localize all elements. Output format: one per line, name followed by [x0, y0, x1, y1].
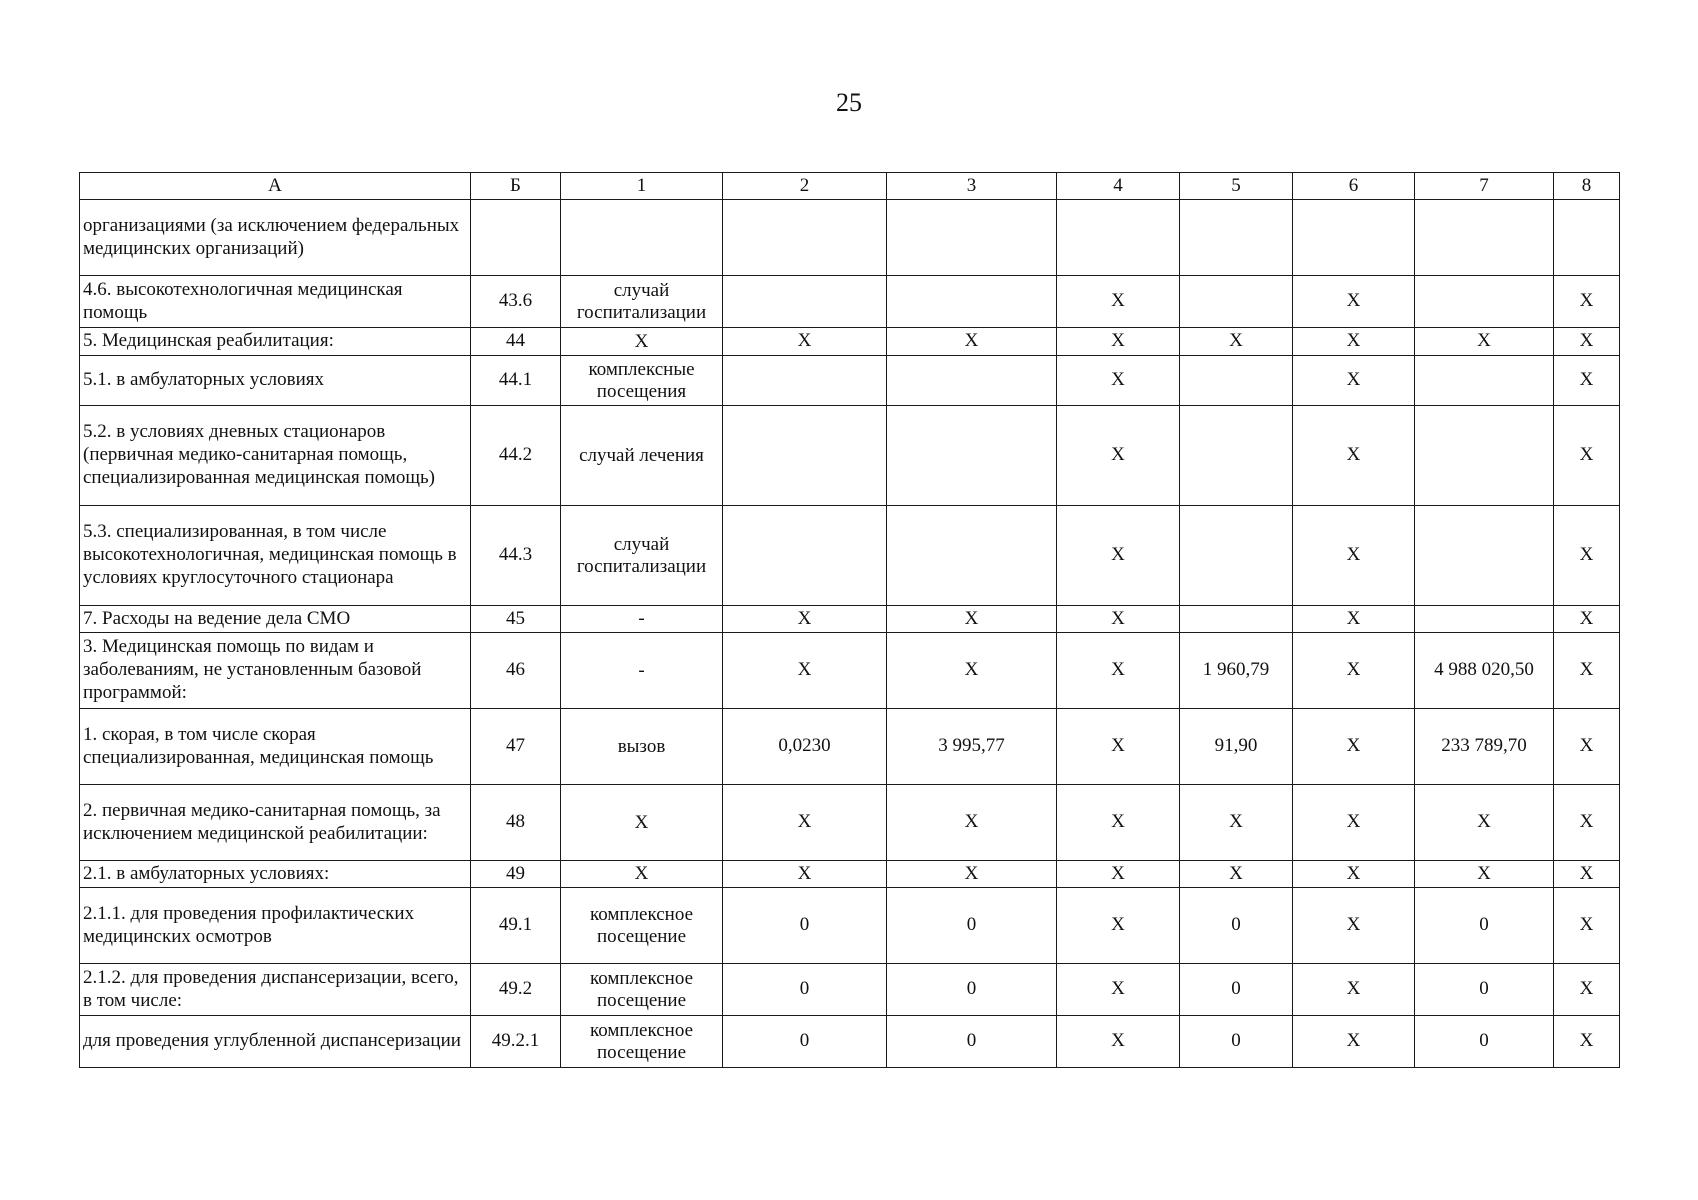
cell-col-8: X — [1554, 356, 1620, 406]
cell-col-8: X — [1554, 709, 1620, 785]
cell-col-5 — [1180, 506, 1293, 606]
table-row — [80, 606, 1620, 633]
cell-col-3 — [887, 406, 1057, 506]
cell-col-2: 0 — [723, 964, 887, 1016]
cell-col-5: 0 — [1180, 1016, 1293, 1068]
cell-col-8: X — [1554, 964, 1620, 1016]
cell-col-6: X — [1293, 406, 1415, 506]
cell-name: 2. первичная медико-санитарная помощь, за исключением медицинской реабилитации: — [80, 785, 471, 861]
cell-col-6: X — [1293, 633, 1415, 709]
cell-col-2: 0,0230 — [723, 709, 887, 785]
table-row — [80, 633, 1620, 709]
table-row — [80, 888, 1620, 964]
header-cell-1: 1 — [561, 173, 723, 200]
cell-col-5: 0 — [1180, 888, 1293, 964]
cell-col-6: X — [1293, 356, 1415, 406]
table-row — [80, 328, 1620, 356]
cell-col-3: 3 995,77 — [887, 709, 1057, 785]
cell-col-8: X — [1554, 406, 1620, 506]
cell-col-8: X — [1554, 888, 1620, 964]
cell-col-6: X — [1293, 785, 1415, 861]
table-row — [80, 406, 1620, 506]
cell-code: 44.3 — [471, 506, 561, 606]
cell-name: 2.1.1. для проведения профилактических медицинских осмотров — [80, 888, 471, 964]
cell-unit: комплексные посещения — [561, 356, 723, 406]
cell-name: для проведения углубленной диспансеризации — [80, 1016, 471, 1068]
cell-code: 49.1 — [471, 888, 561, 964]
cell-col-4: X — [1057, 1016, 1180, 1068]
cell-unit: случай госпитализации — [561, 506, 723, 606]
cell-col-3 — [887, 200, 1057, 276]
cell-unit: - — [561, 633, 723, 709]
cell-col-7 — [1415, 200, 1554, 276]
cell-col-5: 1 960,79 — [1180, 633, 1293, 709]
header-cell-5: 5 — [1180, 173, 1293, 200]
cell-unit: X — [561, 328, 723, 356]
cell-col-2 — [723, 276, 887, 328]
table-row — [80, 964, 1620, 1016]
cell-unit: - — [561, 606, 723, 633]
cell-col-6: X — [1293, 888, 1415, 964]
cell-col-4: X — [1057, 633, 1180, 709]
cell-col-8 — [1554, 200, 1620, 276]
cell-name: 7. Расходы на ведение дела СМО — [80, 606, 471, 633]
cell-code: 49.2.1 — [471, 1016, 561, 1068]
cell-unit: комплексное посещение — [561, 888, 723, 964]
cell-name: 2.1.2. для проведения диспансеризации, всего, в том числе: — [80, 964, 471, 1016]
cell-col-5 — [1180, 276, 1293, 328]
header-cell-8: 8 — [1554, 173, 1620, 200]
data-table — [79, 172, 1620, 1068]
cell-col-3: X — [887, 633, 1057, 709]
cell-col-7: 4 988 020,50 — [1415, 633, 1554, 709]
cell-col-8: X — [1554, 633, 1620, 709]
header-cell-b: Б — [471, 173, 561, 200]
cell-unit: случай госпитализации — [561, 276, 723, 328]
cell-col-8: X — [1554, 1016, 1620, 1068]
cell-col-2 — [723, 200, 887, 276]
cell-col-2: X — [723, 633, 887, 709]
cell-name: 4.6. высокотехнологичная медицинская помощь — [80, 276, 471, 328]
cell-code: 44.1 — [471, 356, 561, 406]
cell-col-4: X — [1057, 356, 1180, 406]
table-row — [80, 709, 1620, 785]
header-cell-4: 4 — [1057, 173, 1180, 200]
cell-col-8: X — [1554, 506, 1620, 606]
cell-col-5 — [1180, 406, 1293, 506]
cell-col-4: X — [1057, 506, 1180, 606]
cell-col-7: 0 — [1415, 1016, 1554, 1068]
cell-col-7: 0 — [1415, 888, 1554, 964]
cell-col-5: X — [1180, 328, 1293, 356]
cell-col-3: 0 — [887, 888, 1057, 964]
cell-col-4 — [1057, 200, 1180, 276]
table-row — [80, 1016, 1620, 1068]
cell-col-3: X — [887, 328, 1057, 356]
cell-col-2: X — [723, 606, 887, 633]
cell-name: 1. скорая, в том числе скорая специализированная, медицинская помощь — [80, 709, 471, 785]
cell-col-4: X — [1057, 276, 1180, 328]
cell-col-7: X — [1415, 861, 1554, 888]
header-cell-2: 2 — [723, 173, 887, 200]
cell-col-3: 0 — [887, 1016, 1057, 1068]
cell-col-7: X — [1415, 328, 1554, 356]
cell-col-4: X — [1057, 606, 1180, 633]
header-cell-6: 6 — [1293, 173, 1415, 200]
cell-col-7 — [1415, 606, 1554, 633]
cell-col-3: X — [887, 606, 1057, 633]
cell-col-6: X — [1293, 328, 1415, 356]
cell-name: 2.1. в амбулаторных условиях: — [80, 861, 471, 888]
cell-code: 49 — [471, 861, 561, 888]
cell-code — [471, 200, 561, 276]
cell-col-5: 0 — [1180, 964, 1293, 1016]
cell-unit: случай лечения — [561, 406, 723, 506]
cell-unit: вызов — [561, 709, 723, 785]
cell-col-4: X — [1057, 328, 1180, 356]
cell-name: организациями (за исключением федеральных медицинских организаций) — [80, 200, 471, 276]
cell-col-6: X — [1293, 709, 1415, 785]
cell-col-7: 233 789,70 — [1415, 709, 1554, 785]
table-row — [80, 356, 1620, 406]
cell-unit: X — [561, 785, 723, 861]
cell-col-7 — [1415, 276, 1554, 328]
cell-col-6: X — [1293, 606, 1415, 633]
cell-unit: комплексное посещение — [561, 1016, 723, 1068]
cell-col-7 — [1415, 506, 1554, 606]
cell-col-5 — [1180, 606, 1293, 633]
cell-col-6: X — [1293, 276, 1415, 328]
header-cell-3: 3 — [887, 173, 1057, 200]
cell-col-6: X — [1293, 1016, 1415, 1068]
cell-code: 48 — [471, 785, 561, 861]
cell-col-4: X — [1057, 964, 1180, 1016]
cell-col-8: X — [1554, 861, 1620, 888]
cell-col-5 — [1180, 200, 1293, 276]
cell-col-5: 91,90 — [1180, 709, 1293, 785]
header-row — [80, 173, 1620, 200]
cell-name: 5.1. в амбулаторных условиях — [80, 356, 471, 406]
cell-code: 44 — [471, 328, 561, 356]
cell-col-6: X — [1293, 506, 1415, 606]
header-cell-7: 7 — [1415, 173, 1554, 200]
cell-col-2: 0 — [723, 1016, 887, 1068]
table-row — [80, 276, 1620, 328]
cell-col-7: X — [1415, 785, 1554, 861]
cell-col-8: X — [1554, 276, 1620, 328]
cell-col-5: X — [1180, 785, 1293, 861]
cell-col-3 — [887, 356, 1057, 406]
cell-code: 45 — [471, 606, 561, 633]
cell-name: 5. Медицинская реабилитация: — [80, 328, 471, 356]
cell-col-8: X — [1554, 785, 1620, 861]
page-number: 25 — [836, 88, 862, 117]
cell-col-3 — [887, 506, 1057, 606]
cell-code: 43.6 — [471, 276, 561, 328]
cell-col-5: X — [1180, 861, 1293, 888]
cell-col-2: 0 — [723, 888, 887, 964]
cell-code: 49.2 — [471, 964, 561, 1016]
cell-col-5 — [1180, 356, 1293, 406]
cell-name: 3. Медицинская помощь по видам и заболеваниям, не установленным базовой программой: — [80, 633, 471, 709]
cell-col-8: X — [1554, 606, 1620, 633]
cell-col-6: X — [1293, 964, 1415, 1016]
cell-unit: комплексное посещение — [561, 964, 723, 1016]
cell-col-4: X — [1057, 785, 1180, 861]
cell-col-3: 0 — [887, 964, 1057, 1016]
cell-unit — [561, 200, 723, 276]
cell-code: 44.2 — [471, 406, 561, 506]
cell-col-6: X — [1293, 861, 1415, 888]
cell-code: 47 — [471, 709, 561, 785]
cell-col-2 — [723, 406, 887, 506]
cell-col-4: X — [1057, 709, 1180, 785]
cell-col-3: X — [887, 785, 1057, 861]
cell-col-3 — [887, 276, 1057, 328]
cell-col-2 — [723, 506, 887, 606]
cell-col-7: 0 — [1415, 964, 1554, 1016]
cell-col-8: X — [1554, 328, 1620, 356]
table-row — [80, 506, 1620, 606]
header-cell-a: А — [80, 173, 471, 200]
cell-col-4: X — [1057, 888, 1180, 964]
table-row — [80, 200, 1620, 276]
cell-col-2: X — [723, 328, 887, 356]
cell-col-4: X — [1057, 861, 1180, 888]
cell-col-7 — [1415, 356, 1554, 406]
cell-col-4: X — [1057, 406, 1180, 506]
table-row — [80, 861, 1620, 888]
cell-col-7 — [1415, 406, 1554, 506]
cell-col-2: X — [723, 861, 887, 888]
cell-col-2: X — [723, 785, 887, 861]
cell-col-2 — [723, 356, 887, 406]
cell-code: 46 — [471, 633, 561, 709]
cell-unit: X — [561, 861, 723, 888]
cell-col-6 — [1293, 200, 1415, 276]
cell-col-3: X — [887, 861, 1057, 888]
table-row — [80, 785, 1620, 861]
cell-name: 5.3. специализированная, в том числе высокотехнологичная, медицинская помощь в условиях круглосуточного стационара — [80, 506, 471, 606]
cell-name: 5.2. в условиях дневных стационаров (первичная медико-санитарная помощь, специализированная медицинская помощь) — [80, 406, 471, 506]
